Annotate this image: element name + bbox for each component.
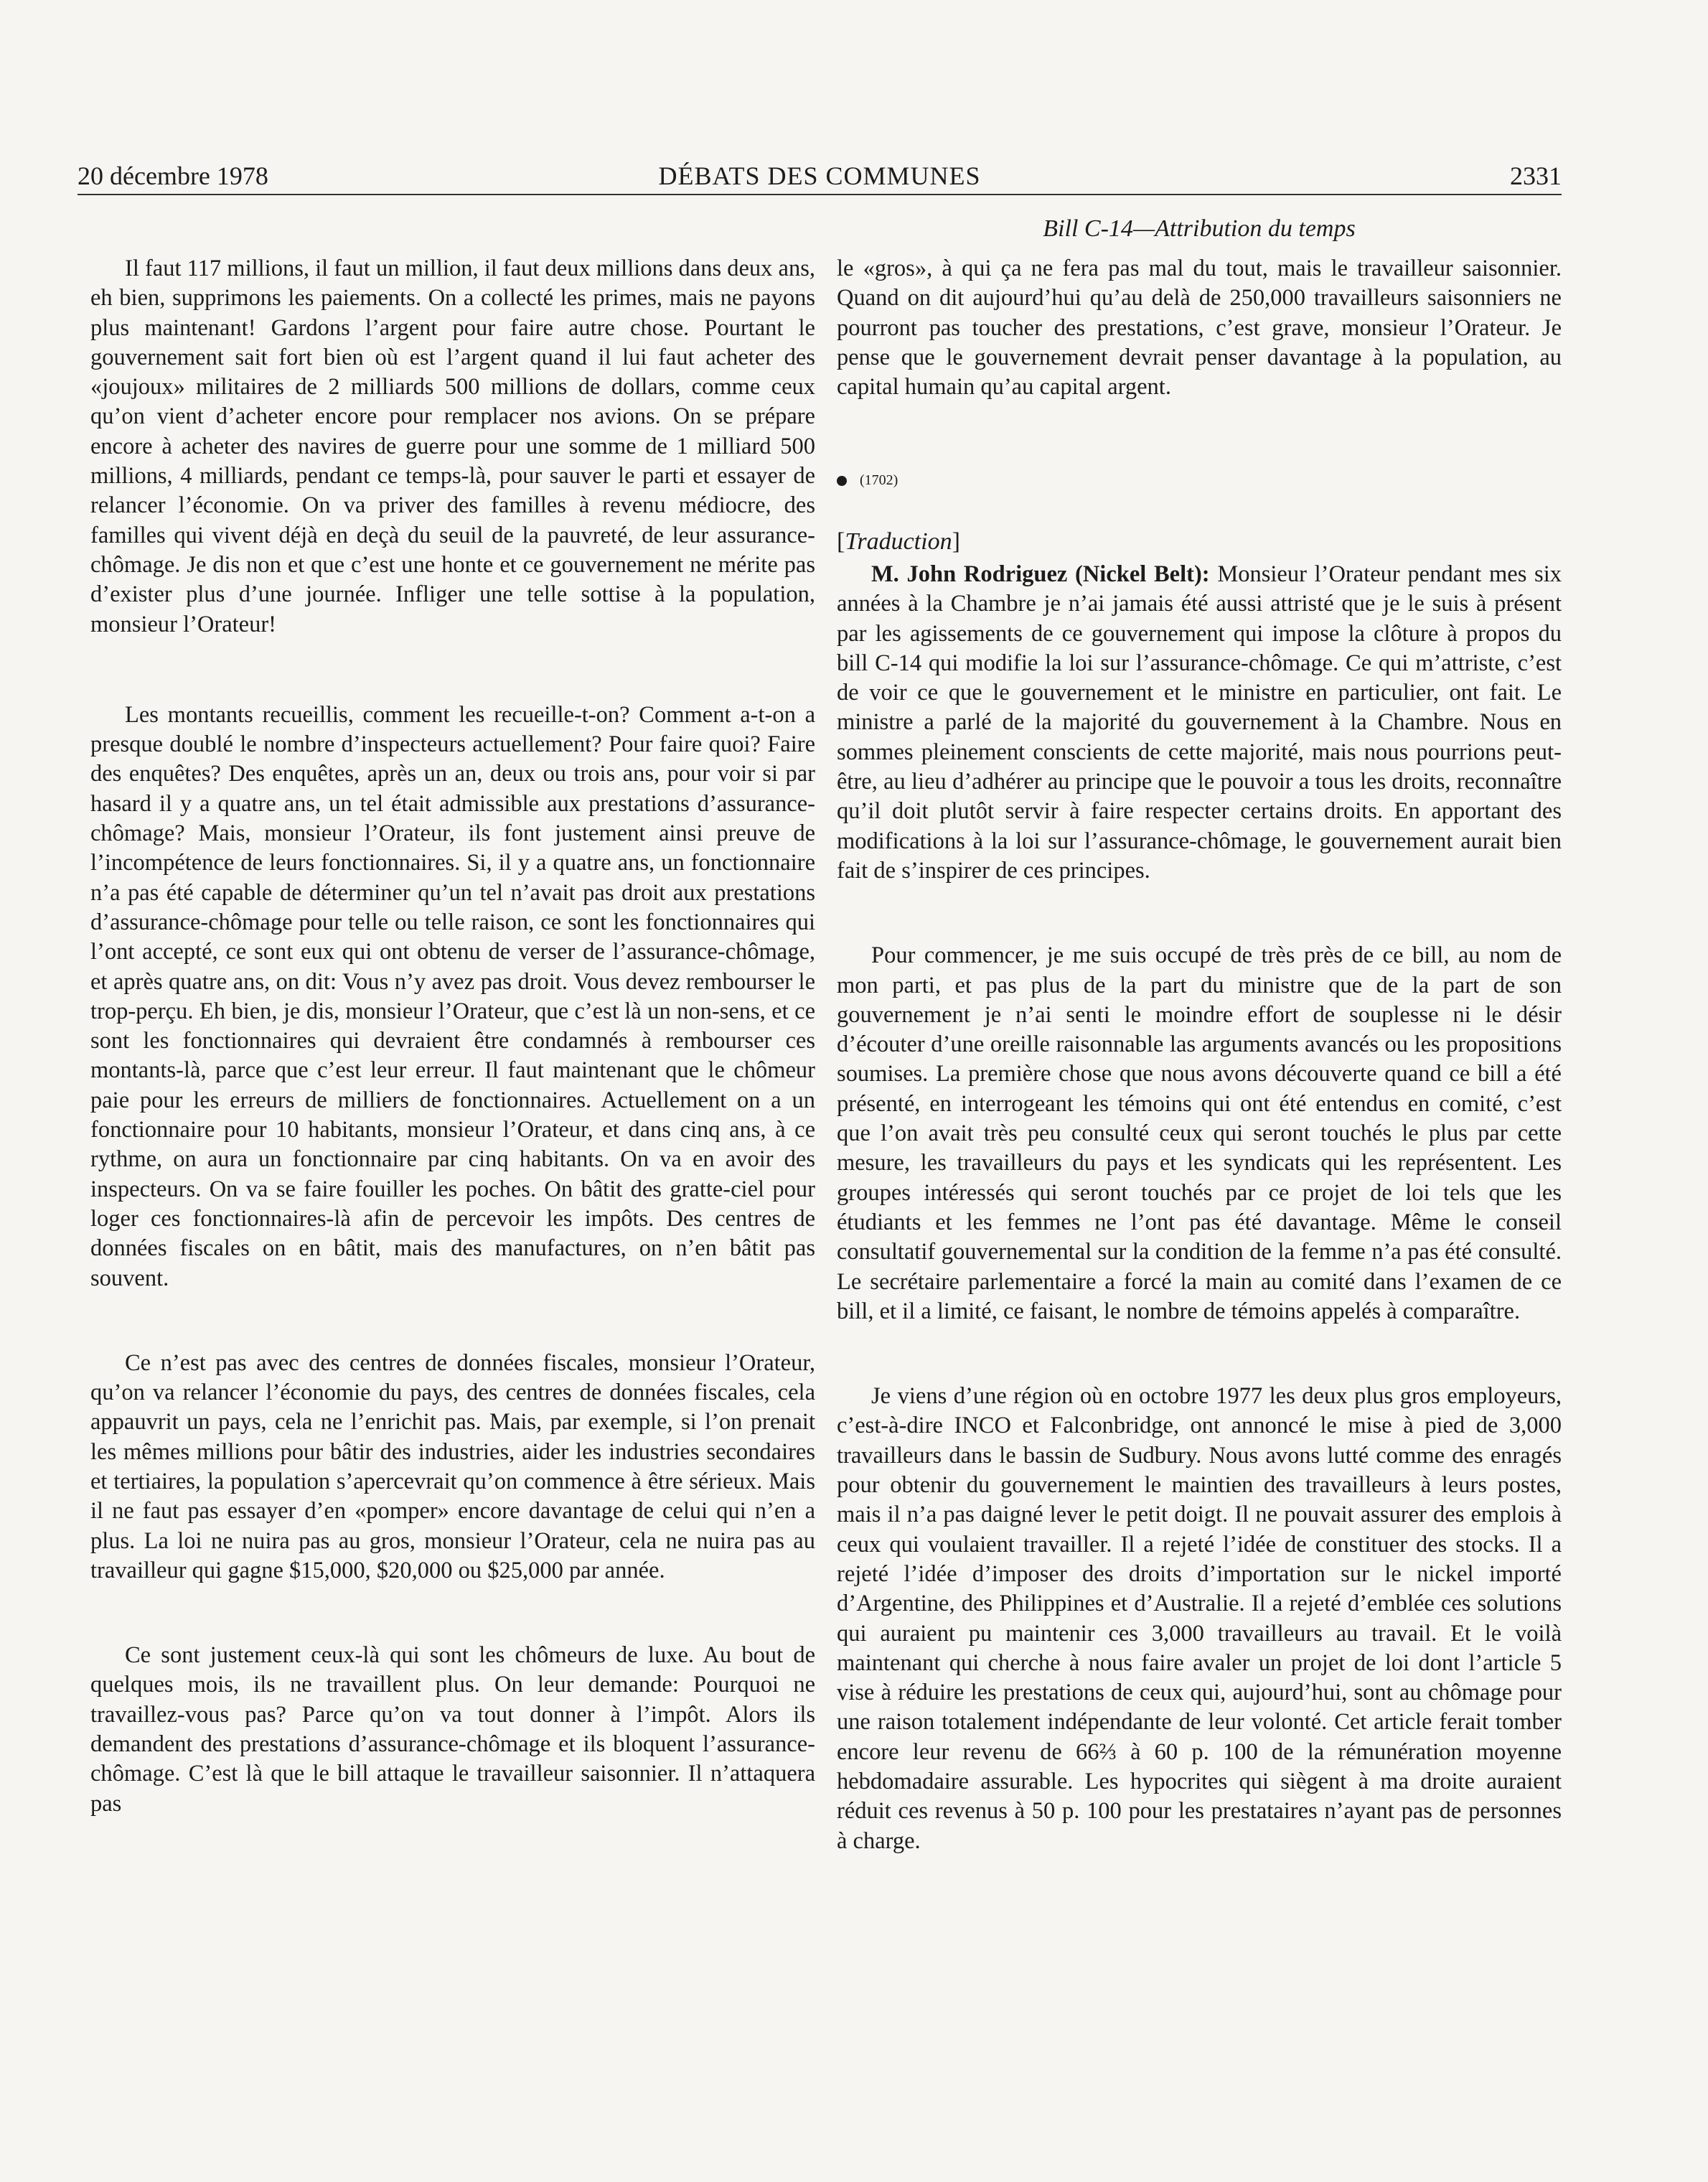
speech-opening xyxy=(837,560,1562,886)
speaker-name: M. John Rodriguez (Nickel Belt): xyxy=(871,561,1210,587)
traduction-text: Traduction xyxy=(845,528,952,555)
page-number: 2331 xyxy=(1510,161,1562,190)
paragraph: Les montants recueillis, comment les recueille-t-on? Comment a-t-on a presque doublé le nombre d’inspecteurs actuellement? Pour faire quoi? Faire des enquêtes? Des enquêtes, après un an, deux ou trois ans, pour voir si par hasard il y a quatre ans, un tel était admissible aux prestations d’assurance-chômage? Mais, monsieur l’Orateur, ils font justement ainsi preuve de l’incompétence de leurs fonctionnaires. Si, il y a quatre ans, un fonctionnaire n’a pas été capable de déterminer qu’un tel n’avait pas droit aux prestations d’assurance-chômage pour telle ou telle raison, ce sont les fonctionnaires qui l’ont accepté, ce sont eux qui ont obtenu de verser de l’assurance-chômage, et après quatre ans, on dit: Vous n’y avez pas droit. Vous devez rembourser le trop-perçu. Eh bien, je dis, monsieur l’Orateur, que c’est là un non-sens, et ce sont les fonctionnaires qui devraient être condamnés à rembourser ces montants-là, parce que c’est leur erreur. Il faut maintenant que le chômeur paie pour les erreurs de milliers de fonctionnaires. Actuellement on a un fonctionnaire pour 10 habitants, monsieur l’Orateur, et dans cinq ans, à ce rythme, on aura un fonctionnaire par cinq habitants. On va en avoir des inspecteurs. On va se faire fouiller les poches. On bâtit des gratte-ciel pour loger ces fonctionnaires-là afin de percevoir les impôts. Des centres de données fiscales on en bâtit, mais des manufactures, on n’en bâtit pas souvent. xyxy=(90,701,815,1291)
time-marker-text: (1702) xyxy=(860,472,898,488)
paragraph: Ce n’est pas avec des centres de données fiscales, monsieur l’Orateur, qu’on va relancer l’économie du pays, des centres de données fiscales, cela appauvrit un pays, cela ne l’enrichit pas. Mais, par exemple, si l’on prenait les mêmes millions pour bâtir des industries, aider les industries secondaires et tertiaires, la population s’apercevrait qu’on commence à être sérieux. Mais il ne faut pas essayer d’en «pomper» encore davantage de celui qui n’en a plus. La loi ne nuira pas au gros, monsieur l’Orateur, cela ne nuira pas au travailleur qui gagne $15,000, $20,000 ou $25,000 par année. xyxy=(90,1349,815,1583)
paragraph: Il faut 117 millions, il faut un million, il faut deux millions dans deux ans, eh bien, supprimons les paiements. On a collecté les primes, mais ne payons plus maintenant! Gardons l’argent pour faire autre chose. Pourtant le gouvernement sait fort bien où est l’argent quand il lui faut acheter des «joujoux» militaires de 2 milliards 500 millions de dollars, comme ceux qu’on vient d’acheter encore pour remplacer nos avions. On se prépare encore à acheter des navires de guerre pour une somme de 1 milliard 500 millions, 4 milliards, pendant ce temps-là, pour sauver le parti et essayer de relancer l’économie. On va priver des familles à revenu médiocre, des familles qui vivent déjà en deçà du seuil de la pauvreté, de leur assurance-chômage. Je dis non et que c’est une honte et ce gouvernement ne mérite pas d’exister plus d’une journée. Infliger une telle sottise à la population, monsieur l’Orateur! xyxy=(90,256,815,637)
right-column-top xyxy=(837,254,1562,402)
paragraph: Je viens d’une région où en octobre 1977 les deux plus gros employeurs, c’est-à-dire INCO et Falconbridge, ont annoncé le mise à pied de 3,000 travailleurs dans le bassin de Sudbury. Nous avons lutté comme des enragés pour obtenir du gouvernement le maintien des travailleurs à leurs postes, mais il n’a pas daigné lever le petit doigt. Il ne pouvait assurer des emplois à ceux qui voulaient travailler. Il a rejeté l’idée de constituer des stocks. Il a rejeté l’idée d’imposer des droits d’importation sur le nickel importé d’Argentine, des Philippines et d’Australie. Il a rejeté d’emblée ces solutions qui auraient pu maintenir ces 3,000 travailleurs au travail. Et le voilà maintenant qui cherche à nous faire avaler un projet de loi dont l’article 5 vise à réduire les prestations de ceux qui, aujourd’hui, sont au chômage pour une raison totalement indépendante de leur volonté. Cet article ferait tomber encore leur revenu de 66⅔ à 60 p. 100 de la rémunération moyenne hebdomadaire assurable. Les hypocrites qui siègent à ma droite auraient réduit ces revenus à 50 p. 100 pour les prestataires n’ayant pas de personnes à charge. xyxy=(837,1383,1562,1854)
right-column-speech xyxy=(837,560,1562,1856)
header-title: DÉBATS DES COMMUNES xyxy=(658,161,981,190)
time-marker xyxy=(837,472,898,489)
paragraph-continuation: le «gros», à qui ça ne fera pas mal du tout, mais le travailleur saisonnier. Quand on dit aujourd’hui qu’au delà de 250,000 travailleurs saisonniers ne pourront pas toucher des prestations, c’est grave, monsieur l’Orateur. Je pense que le gouvernement devrait penser davantage à la population, au capital humain qu’au capital argent. xyxy=(837,256,1562,401)
paragraph: Pour commencer, je me suis occupé de très près de ce bill, au nom de mon parti, et pas plus de la part du ministre que de la part de son gouvernement je n’ai senti le moindre effort de souplesse ni le désir d’écouter d’une oreille raisonnable las arguments avancés ou les propositions soumises. La première chose que nous avons découverte quand ce bill a été présenté, en interrogeant les témoins qui ont été entendus en comité, c’est que l’on avait très peu consulté ceux qui seront touchés le plus par cette mesure, les travailleurs du pays et les syndicats qui les représentent. Les groupes intéressés qui seront touchés par ce projet de loi tels que les étudiants et les femmes ne l’ont pas été davantage. Même le conseil consultatif gouvernemental sur la condition de la femme n’a pas été consulté. Le secrétaire parlementaire a forcé la main au comité dans l’examen de ce bill, et il a limité, ce faisant, le nombre de témoins appelés à comparaître. xyxy=(837,942,1562,1324)
paragraph: Ce sont justement ceux-là qui sont les chômeurs de luxe. Au bout de quelques mois, ils ne travaillent plus. On leur demande: Pourquoi ne travaillez-vous pas? Parce qu’on va tout donner à l’impôt. Alors ils demandent des prestations d’assurance-chômage et ils bloquent l’assurance-chômage. C’est là que le bill attaque le travailleur saisonnier. Il n’attaquera pas xyxy=(90,1642,815,1817)
traduction-label: [Traduction] xyxy=(837,528,960,555)
header-date: 20 décembre 1978 xyxy=(78,161,268,190)
speech-text: Monsieur l’Orateur pendant mes six années à la Chambre je n’ai jamais été aussi attristé que je le suis à présent par les agissements de ce gouvernement qui impose la clôture à propos du bill C-14 qui modifie la loi sur l’assurance-chômage. Ce qui m’attriste, c’est de voir ce que le gouvernement et le ministre en particulier, ont fait. Le ministre a parlé de la majorité du gouvernement à la Chambre. Nous en sommes pleinement conscients de cette majorité, mais nous pourrions peut-être, au lieu d’adhérer au principe que le pouvoir a tous les droits, reconnaître qu’il doit plutôt servir à faire respecter certains droits. En apportant des modifications à la loi sur l’assurance-chômage, le gouvernement aurait bien fait de s’inspirer de ces principes. xyxy=(837,561,1562,884)
page-header xyxy=(78,159,1562,195)
left-column xyxy=(90,254,815,1819)
bullet-icon xyxy=(837,476,847,486)
running-subheader: Bill C-14—Attribution du temps xyxy=(1043,215,1356,242)
